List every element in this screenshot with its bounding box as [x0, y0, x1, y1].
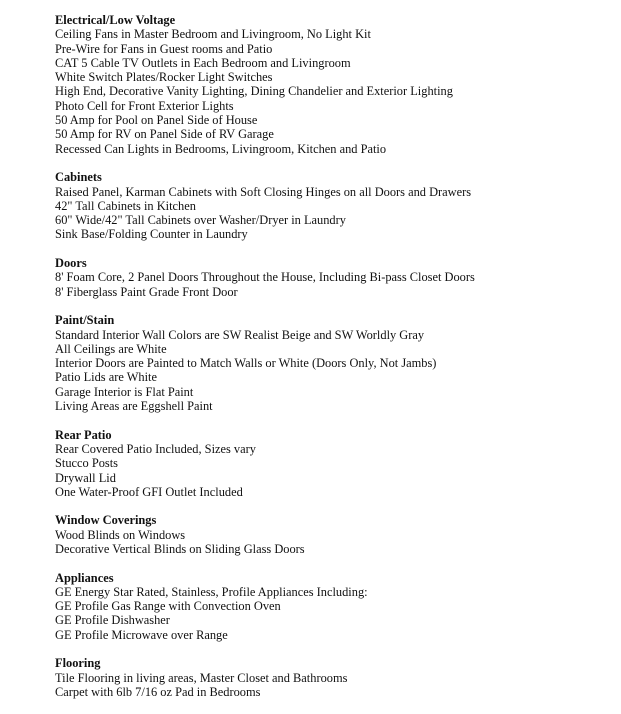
list-item: GE Profile Microwave over Range: [55, 627, 228, 642]
section-heading: Doors: [55, 256, 87, 271]
list-item: 50 Amp for RV on Panel Side of RV Garage: [55, 127, 274, 142]
list-item: Tile Flooring in living areas, Master Closet and Bathrooms: [55, 670, 348, 685]
list-item: 8' Foam Core, 2 Panel Doors Throughout the House, Including Bi-pass Closet Doors: [55, 270, 475, 285]
section-heading: Flooring: [55, 656, 101, 671]
list-item: Stucco Posts: [55, 456, 118, 471]
section-cabinets: [55, 170, 615, 241]
list-item: Living Areas are Eggshell Paint: [55, 399, 213, 414]
list-item: 50 Amp for Pool on Panel Side of House: [55, 113, 258, 128]
section-paint-stain: [55, 313, 615, 413]
list-item: High End, Decorative Vanity Lighting, Dining Chandelier and Exterior Lighting: [55, 84, 453, 99]
list-item: CAT 5 Cable TV Outlets in Each Bedroom and Livingroom: [55, 55, 351, 70]
list-item: GE Profile Gas Range with Convection Oven: [55, 599, 281, 614]
list-item: Interior Doors are Painted to Match Walls or White (Doors Only, Not Jambs): [55, 356, 437, 371]
section-appliances: [55, 571, 615, 642]
list-item: 60" Wide/42" Tall Cabinets over Washer/Dryer in Laundry: [55, 213, 346, 228]
section-electrical: [55, 13, 615, 156]
list-item: Rear Covered Patio Included, Sizes vary: [55, 441, 256, 456]
list-item: Recessed Can Lights in Bedrooms, Livingroom, Kitchen and Patio: [55, 141, 387, 156]
list-item: Wood Blinds on Windows: [55, 527, 186, 542]
list-item: 42" Tall Cabinets in Kitchen: [55, 198, 196, 213]
list-item: Standard Interior Wall Colors are SW Realist Beige and SW Worldly Gray: [55, 327, 425, 342]
section-rear-patio: [55, 428, 615, 499]
list-item: GE Energy Star Rated, Stainless, Profile Appliances Including:: [55, 584, 368, 599]
section-heading: Paint/Stain: [55, 313, 115, 328]
list-item: 8' Fiberglass Paint Grade Front Door: [55, 284, 238, 299]
section-heading: Appliances: [55, 570, 114, 585]
list-item: Ceiling Fans in Master Bedroom and Livingroom, No Light Kit: [55, 27, 371, 42]
section-heading: Rear Patio: [55, 427, 112, 442]
section-heading: Window Coverings: [55, 513, 157, 528]
list-item: All Ceilings are White: [55, 341, 167, 356]
list-item: Carpet with 6lb 7/16 oz Pad in Bedrooms: [55, 684, 261, 699]
section-heading: Cabinets: [55, 170, 102, 185]
list-item: Garage Interior is Flat Paint: [55, 384, 194, 399]
section-heading: Electrical/Low Voltage: [55, 13, 176, 27]
spec-document: [55, 13, 615, 714]
list-item: GE Profile Dishwasher: [55, 613, 170, 628]
section-window-coverings: [55, 513, 615, 556]
section-flooring: [55, 656, 615, 699]
section-doors: [55, 256, 615, 299]
list-item: Drywall Lid: [55, 470, 116, 485]
list-item: Pre-Wire for Fans in Guest rooms and Patio: [55, 41, 273, 56]
list-item: Decorative Vertical Blinds on Sliding Glass Doors: [55, 541, 305, 556]
list-item: Sink Base/Folding Counter in Laundry: [55, 227, 248, 242]
list-item: White Switch Plates/Rocker Light Switches: [55, 70, 273, 85]
list-item: Photo Cell for Front Exterior Lights: [55, 98, 234, 113]
list-item: Patio Lids are White: [55, 370, 157, 385]
list-item: Raised Panel, Karman Cabinets with Soft Closing Hinges on all Doors and Drawers: [55, 184, 472, 199]
list-item: One Water-Proof GFI Outlet Included: [55, 484, 243, 499]
